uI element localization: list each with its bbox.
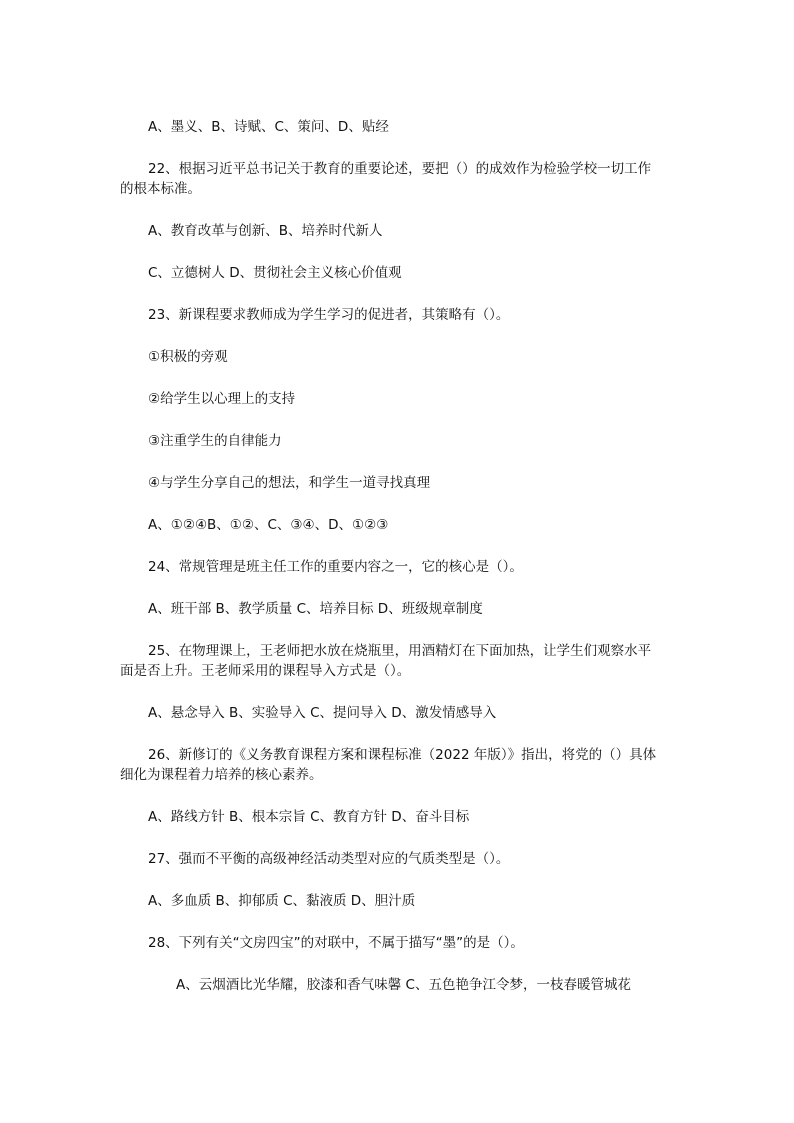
option-paragraph: A、路线方针 B、根本宗旨 C、教育方针 D、奋斗目标 <box>148 809 470 825</box>
question-line: 25、在物理课上，王老师把水放在烧瓶里，用酒精灯在下面加热，让学生们观察水平 <box>148 643 652 659</box>
question-paragraph: 23、新课程要求教师成为学生学习的促进者，其策略有（）。 <box>148 307 510 323</box>
option-paragraph: A、多血质 B、抑郁质 C、黏液质 D、胆汁质 <box>148 893 416 909</box>
question-paragraph <box>120 745 670 785</box>
document-body <box>120 117 670 1017</box>
option-paragraph: ②给学生以心理上的支持 <box>148 391 296 407</box>
question-line: 22、根据习近平总书记关于教育的重要论述，要把（）的成效作为检验学校一切工作 <box>148 161 652 177</box>
option-paragraph: A、①②④B、①②、C、③④、D、①②③ <box>148 517 389 533</box>
question-paragraph <box>120 159 670 199</box>
question-paragraph: 27、强而不平衡的高级神经活动类型对应的气质类型是（）。 <box>148 851 510 867</box>
option-paragraph: A、云烟酒比光华耀，胶漆和香气味馨 C、五色艳争江令梦，一枝春暖管城花 <box>176 977 631 993</box>
option-paragraph: ③注重学生的自律能力 <box>148 433 282 449</box>
option-paragraph: ④与学生分享自己的想法，和学生一道寻找真理 <box>148 475 431 491</box>
question-line: 面是否上升。王老师采用的课程导入方式是（）。 <box>120 663 411 679</box>
question-paragraph: 28、下列有关“文房四宝”的对联中，不属于描写“墨”的是（）。 <box>148 935 524 951</box>
option-paragraph: A、悬念导入 B、实验导入 C、提问导入 D、激发情感导入 <box>148 705 497 721</box>
question-paragraph: 24、常规管理是班主任工作的重要内容之一，它的核心是（）。 <box>148 559 523 575</box>
option-paragraph: A、班干部 B、教学质量 C、培养目标 D、班级规章制度 <box>148 601 483 617</box>
question-paragraph <box>120 641 670 681</box>
option-paragraph: C、立德树人 D、贯彻社会主义核心价值观 <box>148 265 402 281</box>
question-line: 细化为课程着力培养的核心素养。 <box>120 767 323 783</box>
option-paragraph: A、墨义、B、诗赋、C、策问、D、贴经 <box>148 119 389 135</box>
option-paragraph: A、教育改革与创新、B、培养时代新人 <box>148 223 383 239</box>
option-paragraph: ①积极的旁观 <box>148 349 228 365</box>
question-line: 的根本标准。 <box>120 181 201 197</box>
question-line: 26、新修订的《义务教育课程方案和课程标准（2022 年版）》指出，将党的（）具体 <box>148 747 657 763</box>
